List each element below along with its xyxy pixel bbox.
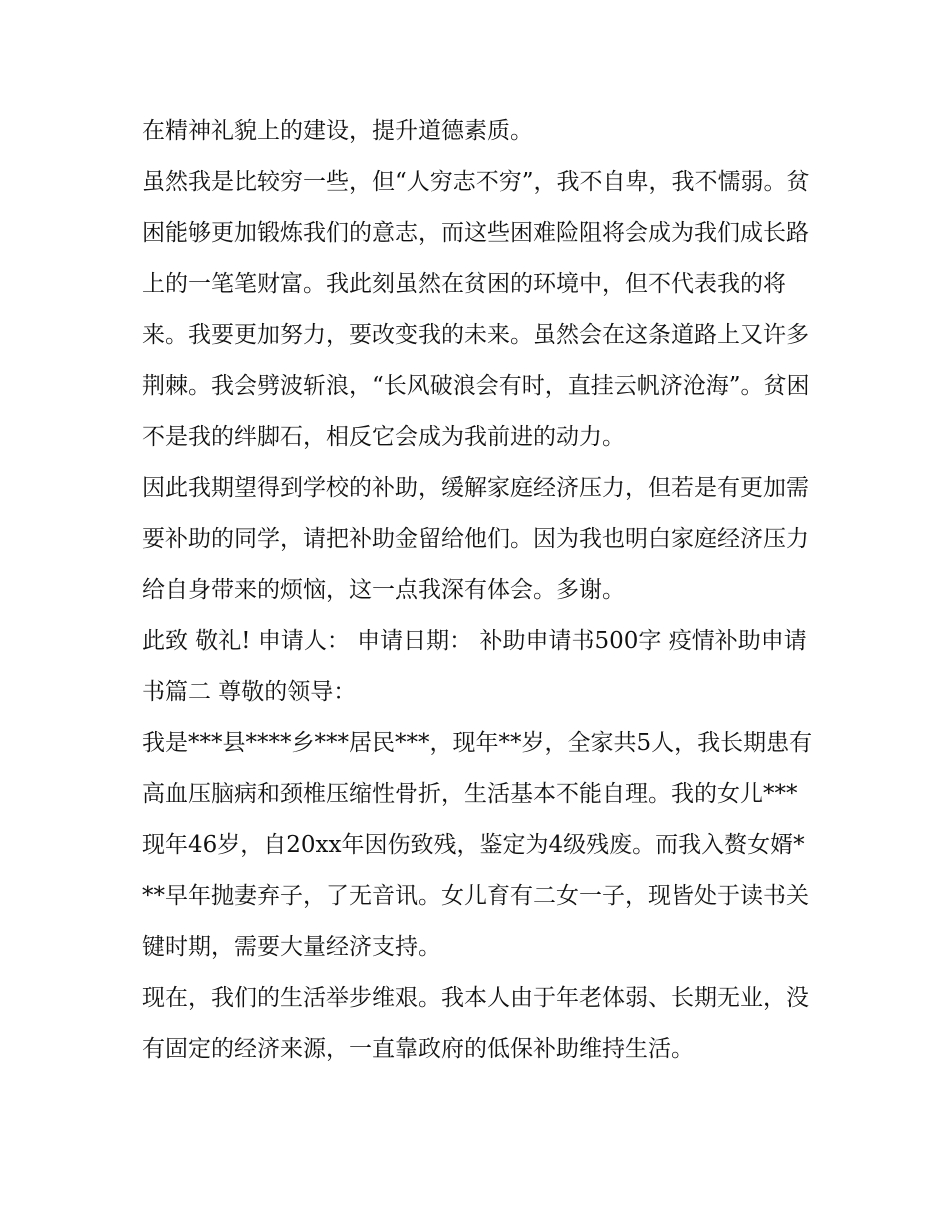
paragraph: 此致 敬礼! 申请人： 申请日期： 补助申请书500字 疫情补助申请书篇二 尊敬的领导： [142,628,807,705]
paragraph: 因此我期望得到学校的补助，缓解家庭经济压力，但若是有更加需要补助的同学，请把补助金留给他们。因为我也明白家庭经济压力给自身带来的烦恼，这一点我深有体会。多谢。 [142,475,809,603]
paragraph: 现在，我们的生活举步维艰。我本人由于年老体弱、长期无业，没有固定的经济来源，一直靠政府的低保补助维持生活。 [142,985,809,1062]
paragraph: 在精神礼貌上的建设，提升道德素质。 [142,118,533,144]
document-body [142,106,814,1075]
paragraph: 虽然我是比较穷一些，但“人穷志不穷”，我不自卑，我不懦弱。贫困能够更加锻炼我们的意志，而这些困难险阻将会成为我们成长路上的一笔笔财富。我此刻虽然在贫困的环境中，但不代表我的将来。我要更加努力，要改变我的未来。虽然会在这条道路上又许多荆棘。我会劈波斩浪，“长风破浪会有时，直挂云帆济沧海”。贫困不是我的绊脚石，相反它会成为我前进的动力。 [142,169,810,450]
paragraph: 我是***县****乡***居民***，现年**岁，全家共5人，我长期患有高血压脑病和颈椎压缩性骨折，生活基本不能自理。我的女儿***现年46岁，自20xx年因伤致残，鉴定为4级残废。而我入赘女婿***早年抛妻弃子，了无音讯。女儿育有二女一子，现皆处于读书关键时期，需要大量经济支持。 [142,730,813,960]
